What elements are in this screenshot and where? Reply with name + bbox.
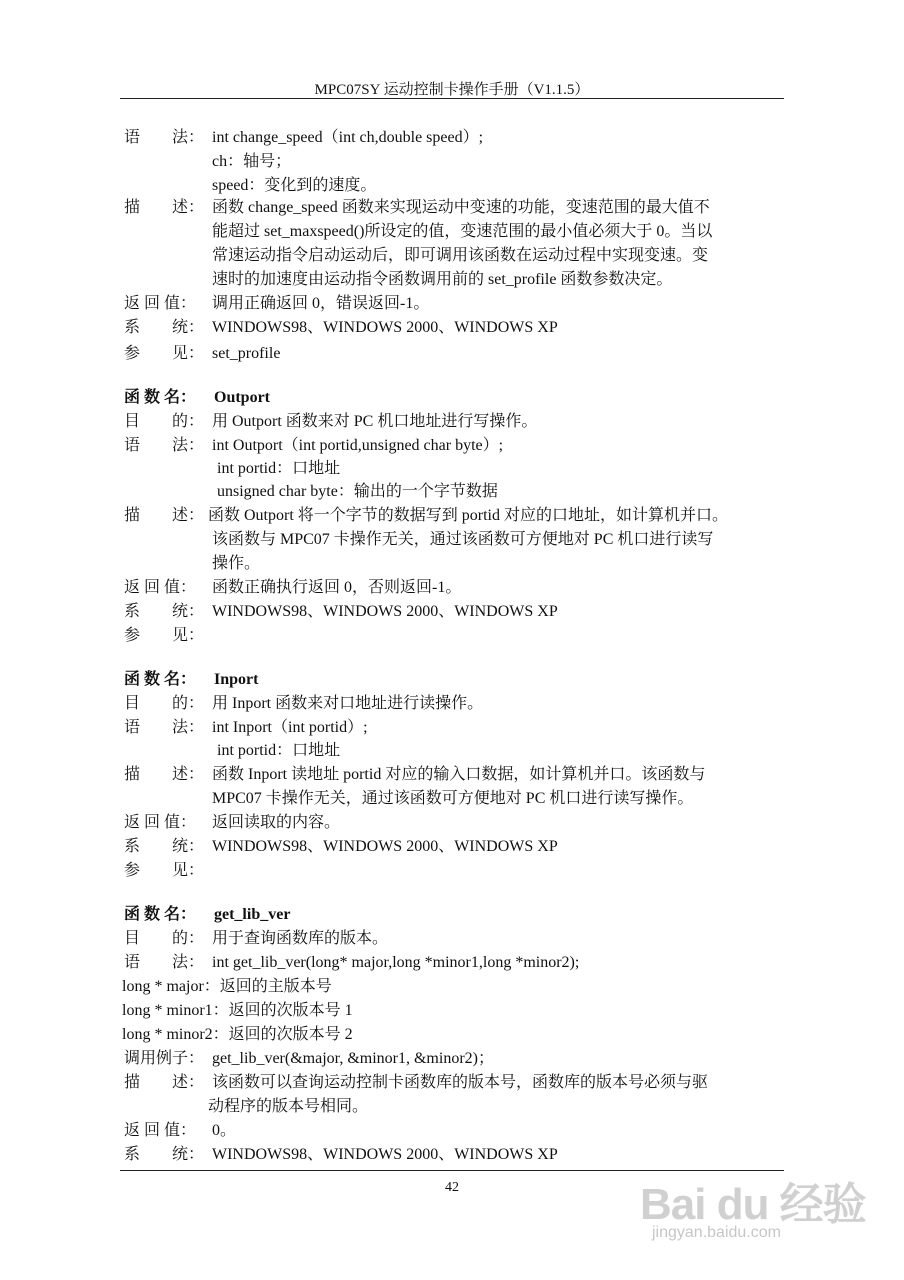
syntax-text: int Outport（int portid,unsigned char byte）; [212, 437, 504, 454]
system-text: WINDOWS98、WINDOWS 2000、WINDOWS XP [212, 319, 558, 336]
page-header: MPC07SY 运动控制卡操作手册（V1.1.5） [314, 82, 590, 98]
param-minor1: long * minor1：返回的次版本号 1 [122, 1002, 353, 1019]
purpose-label: 目 的： [124, 413, 205, 430]
func-name-label: 函 数 名： [124, 671, 197, 688]
return-label: 返 回 值： [124, 1122, 197, 1139]
see-also-text: set_profile [212, 345, 281, 362]
example-text: get_lib_ver(&major, &minor1, &minor2)； [212, 1050, 494, 1067]
return-text: 调用正确返回 0，错误返回-1。 [212, 295, 430, 312]
param-speed: speed：变化到的速度。 [212, 177, 377, 194]
param-byte: unsigned char byte：输出的一个字节数据 [217, 483, 498, 500]
syntax-text: int Inport（int portid）; [212, 719, 368, 736]
desc-line-4: 速时的加速度由运动指令函数调用前的 set_profile 函数参数决定。 [212, 271, 673, 288]
desc-line-3: 常速运动指令启动运动后，即可调用该函数在运动过程中实现变速。变 [212, 247, 709, 264]
desc-line-1: 函数 change_speed 函数来实现运动中变速的功能，变速范围的最大值不 [212, 199, 710, 216]
desc-line-1: 该函数可以查询运动控制卡函数库的版本号，函数库的版本号必须与驱 [212, 1074, 709, 1091]
param-portid: int portid：口地址 [217, 742, 341, 759]
syntax-label: 语 法： [124, 129, 205, 146]
desc-line-2: 能超过 set_maxspeed()所设定的值，变速范围的最小值必须大于 0。当以 [212, 223, 713, 240]
system-label: 系 统： [124, 1146, 205, 1163]
func-name: get_lib_ver [214, 906, 291, 923]
syntax-text: int get_lib_ver(long* major,long *minor1,long *minor2); [212, 954, 580, 971]
system-label: 系 统： [124, 319, 205, 336]
param-major: long * major：返回的主版本号 [122, 978, 332, 995]
purpose-label: 目 的： [124, 695, 205, 712]
return-label: 返 回 值： [124, 579, 197, 596]
purpose-text: 用 Inport 函数来对口地址进行读操作。 [212, 695, 484, 712]
system-text: WINDOWS98、WINDOWS 2000、WINDOWS XP [212, 603, 558, 620]
purpose-text: 用于查询函数库的版本。 [212, 930, 389, 947]
desc-line-2: 动程序的版本号相同。 [208, 1098, 369, 1115]
desc-line-1: 函数 Inport 读地址 portid 对应的输入口数据，如计算机并口。该函数与 [212, 766, 706, 783]
syntax-label: 语 法： [124, 954, 205, 971]
example-label: 调用例子： [124, 1050, 205, 1067]
param-minor2: long * minor2：返回的次版本号 2 [122, 1026, 353, 1043]
system-text: WINDOWS98、WINDOWS 2000、WINDOWS XP [212, 838, 558, 855]
desc-line-2: MPC07 卡操作无关，通过该函数可方便地对 PC 机口进行读写操作。 [212, 790, 694, 807]
see-also-label: 参 见： [124, 345, 205, 362]
func-name: Inport [214, 671, 259, 688]
return-text: 返回读取的内容。 [212, 814, 341, 831]
see-also-label: 参 见： [124, 627, 205, 644]
return-text: 0。 [212, 1122, 237, 1139]
header-rule [120, 98, 784, 99]
purpose-text: 用 Outport 函数来对 PC 机口地址进行写操作。 [212, 413, 538, 430]
page-number: 42 [445, 1180, 459, 1195]
watermark-site: jingyan.baidu.com [652, 1224, 781, 1241]
watermark-logo: Bai du 经验 [640, 1180, 866, 1229]
syntax-text: int change_speed（int ch,double speed）; [212, 129, 484, 146]
desc-label: 描 述： [124, 766, 205, 783]
desc-line-1: 函数 Outport 将一个字节的数据写到 portid 对应的口地址，如计算机并口。 [208, 507, 728, 524]
syntax-label: 语 法： [124, 437, 205, 454]
system-label: 系 统： [124, 838, 205, 855]
syntax-label: 语 法： [124, 719, 205, 736]
func-name: Outport [214, 389, 270, 406]
desc-line-2: 该函数与 MPC07 卡操作无关，通过该函数可方便地对 PC 机口进行读写 [212, 531, 714, 548]
desc-label: 描 述： [124, 1074, 205, 1091]
system-label: 系 统： [124, 603, 205, 620]
desc-label: 描 述： [124, 199, 205, 216]
param-portid: int portid：口地址 [217, 460, 341, 477]
see-also-label: 参 见： [124, 862, 205, 879]
func-name-label: 函 数 名： [124, 389, 197, 406]
return-text: 函数正确执行返回 0，否则返回-1。 [212, 579, 462, 596]
purpose-label: 目 的： [124, 930, 205, 947]
system-text: WINDOWS98、WINDOWS 2000、WINDOWS XP [212, 1146, 558, 1163]
desc-label: 描 述： [124, 507, 205, 524]
return-label: 返 回 值： [124, 295, 197, 312]
param-ch: ch：轴号； [212, 153, 292, 170]
baidu-watermark [640, 1168, 870, 1248]
desc-line-3: 操作。 [212, 555, 261, 572]
return-label: 返 回 值： [124, 814, 197, 831]
func-name-label: 函 数 名： [124, 906, 197, 923]
